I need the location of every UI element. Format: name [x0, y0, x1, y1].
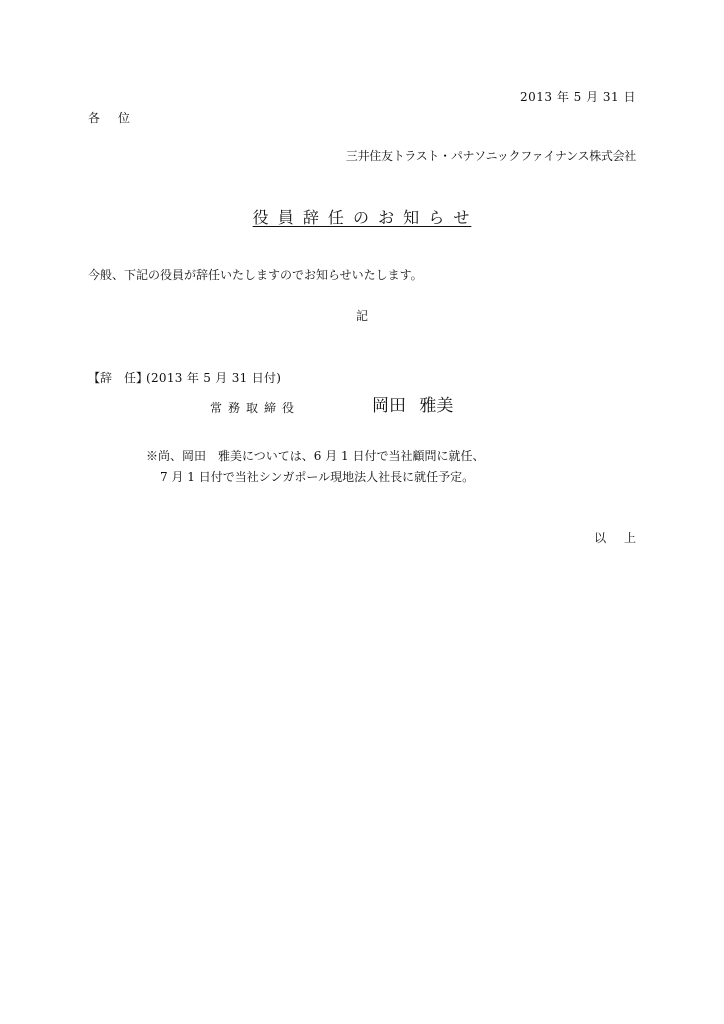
officer-position: 常務取締役: [210, 401, 301, 415]
intro-paragraph: 今般、下記の役員が辞任いたしますのでお知らせいたします。: [88, 268, 423, 282]
effective-date: (2013 年 5 月 31 日付): [146, 371, 282, 385]
document-title-wrapper: [0, 210, 724, 226]
addressee: 各 位: [88, 111, 130, 125]
note-line-2: 7 月 1 日付で当社シンガポール現地法人社長に就任予定。: [160, 470, 475, 484]
document-title: 役 員 辞 任 の お 知 ら せ: [252, 208, 472, 227]
section-heading: 【辞 任】: [88, 371, 149, 385]
note-line-1: ※尚、岡田 雅美については、6 月 1 日付で当社顧問に就任、: [146, 449, 485, 463]
closing-mark: 以 上: [594, 531, 636, 545]
officer-name: 岡田 雅美: [372, 396, 454, 416]
document-date: 2013 年 5 月 31 日: [519, 90, 636, 104]
company-name: 三井住友トラスト・パナソニックファイナンス株式会社: [345, 149, 636, 163]
ki-marker: 記: [355, 309, 368, 323]
